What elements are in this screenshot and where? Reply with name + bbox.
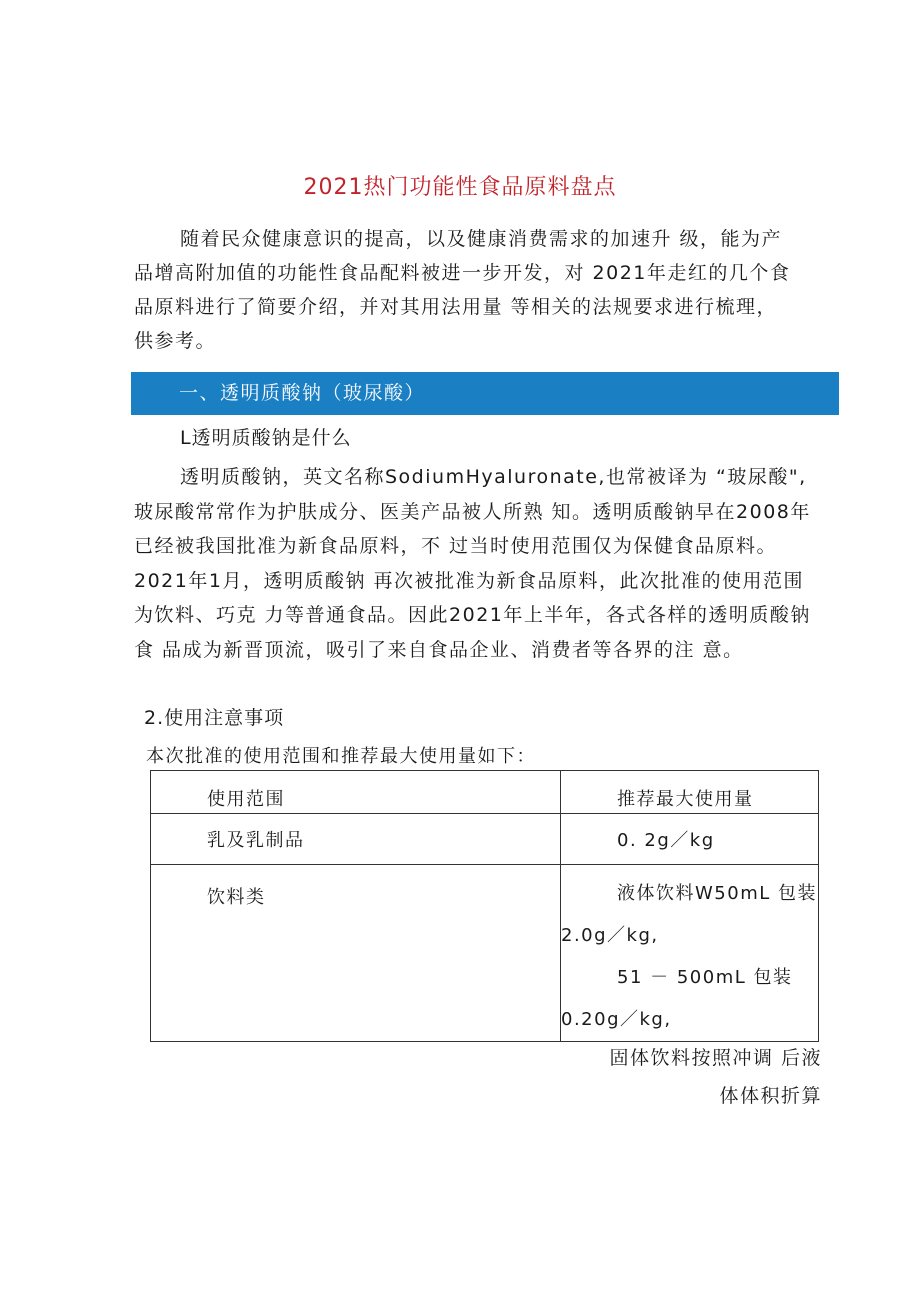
table-cell <box>561 865 819 1042</box>
section-heading-bar: 一、透明质酸钠（玻尿酸） <box>131 372 839 415</box>
row-dairy-usage: 0. 2g／kg <box>617 830 715 851</box>
table-header-row <box>151 771 819 814</box>
description-line: 透明质酸钠，英文名称SodiumHyaluronate,也常被译为 “玻尿酸", <box>180 466 807 488</box>
description-line: 2021年1月，透明质酸钠 再次被批准为新食品原料，此次批准的使用范围 <box>134 569 804 592</box>
intro-line: 品原料进行了简要介绍，并对其用法用量 等相关的法规要求进行梳理， <box>134 296 778 318</box>
description-line: 食 品成为新晋顶流，吸引了来自食品企业、消费者等各界的注 意。 <box>134 638 744 661</box>
table-header-cell <box>561 771 819 814</box>
table-row <box>151 865 819 1042</box>
table-header-cell <box>151 771 561 814</box>
beverage-usage-line: 2.0g／kg, <box>561 925 659 946</box>
header-max-usage: 推荐最大使用量 <box>617 789 754 810</box>
description-line: 为饮料、巧克 力等普通食品。因此2021年上半年，各式各样的透明质酸钠 <box>134 604 811 626</box>
table-row <box>151 814 819 865</box>
table-cell <box>151 814 561 865</box>
row-dairy-scope: 乳及乳制品 <box>207 830 305 851</box>
header-scope: 使用范围 <box>207 789 285 810</box>
table-cell <box>151 865 561 1042</box>
subheading-what-is: L透明质酸钠是什么 <box>180 427 352 449</box>
intro-paragraph <box>134 222 790 358</box>
row-beverage-scope: 饮料类 <box>207 887 266 908</box>
description-line: 玻尿酸常常作为护肤成分、医美产品被人所熟 知。透明质酸钠早在2008年 <box>134 500 811 523</box>
table-cell <box>561 814 819 865</box>
trailing-note-line: 体体积折算 <box>719 1085 822 1107</box>
description-paragraph <box>134 460 811 667</box>
usage-table <box>150 770 819 1042</box>
beverage-usage-line: 51 － 500mL 包装 <box>617 967 793 988</box>
subheading-usage-notes: 2.使用注意事项 <box>144 707 285 729</box>
intro-line: 供参考。 <box>134 330 217 352</box>
intro-line: 随着民众健康意识的提高，以及健康消费需求的加速升 级，能为产 <box>180 228 783 250</box>
trailing-note-line: 固体饮料按照冲调 后液 <box>609 1047 822 1069</box>
beverage-usage-line: 0.20g／kg, <box>561 1009 672 1030</box>
document-title: 2021热门功能性食品原料盘点 <box>303 175 617 200</box>
beverage-usage-line: 液体饮料W50mL 包装 <box>617 883 817 904</box>
intro-line: 品增高附加值的功能性食品配料被进一步开发，对 2021年走红的几个食 <box>134 262 791 284</box>
table-intro-text: 本次批准的使用范围和推荐最大使用量如下： <box>146 746 536 767</box>
description-line: 已经被我国批准为新食品原料，不 过当时使用范围仅为保健食品原料。 <box>134 535 778 557</box>
